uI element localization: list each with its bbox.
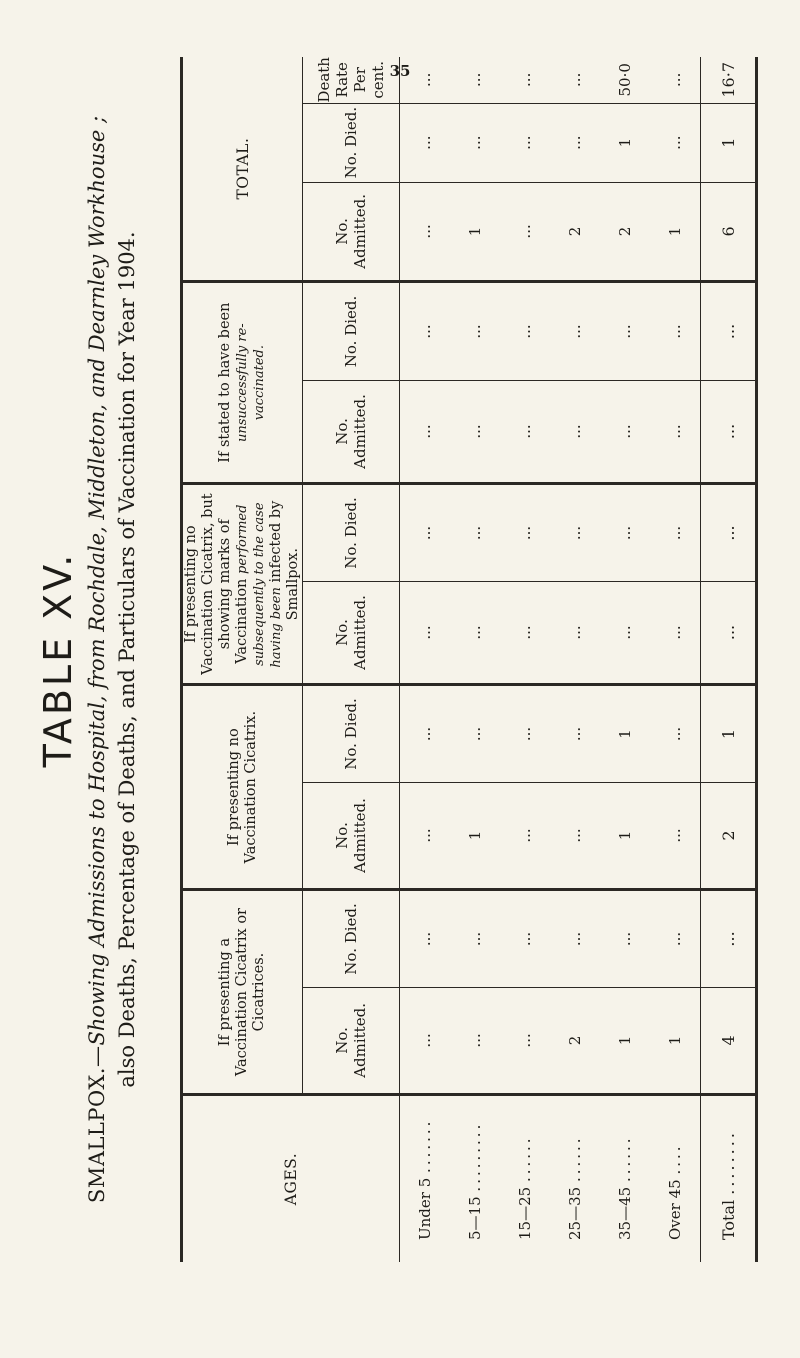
cell-d-died: ... [600,282,650,381]
col-b-admitted: No. Admitted. [303,782,400,889]
cell-t-adm: ... [400,182,451,281]
col-b-died: No. Died. [303,685,400,783]
group-header-revaccinated [182,282,303,484]
table-row [600,57,650,1262]
cell-d-died: ... [701,282,757,381]
cell-a-died: ... [500,890,550,988]
cell-t-adm: ... [500,182,550,281]
table-row [450,57,500,1262]
cell-death-rate: 16·7 [701,57,757,103]
page-number: 35 [389,62,411,80]
table-heading [22,57,172,1262]
cell-d-adm: ... [500,380,550,483]
cell-t-died: 1 [600,103,650,182]
cell-d-adm: ... [600,380,650,483]
col-c-admitted: No. Admitted. [303,581,400,684]
cell-death-rate: ... [450,57,500,103]
cell-t-adm: 2 [550,182,600,281]
total-row [701,57,757,1262]
cell-c-died: ... [701,484,757,582]
cell-a-adm: 1 [650,987,701,1094]
cell-a-died: ... [701,890,757,988]
cell-d-died: ... [550,282,600,381]
age-label: 15—25 [516,1186,534,1240]
leader-dots: ....... [416,1118,434,1173]
cell-t-died: ... [500,103,550,182]
smallpox-table [180,57,758,1262]
cell-a-adm: ... [450,987,500,1094]
cell-d-adm: ... [650,380,701,483]
col-d-admitted: No. Admitted. [303,380,400,483]
group-header-vaccinated-after-infection [182,484,303,685]
leader-dots: ........ [718,1130,738,1195]
cell-a-adm: 4 [701,987,757,1094]
col-a-admitted: No. Admitted. [303,987,400,1094]
cell-a-adm: ... [400,987,451,1094]
group-header-unvaccinated: If presenting no Vaccination Cicatrix. [182,685,303,890]
subtitle-text: Showing Admissions to Hospital, from Rochdale, Middleton, and Dearnley Workhouse ; [85,115,109,1046]
cell-t-died: 1 [701,103,757,182]
cell-death-rate: ... [550,57,600,103]
cell-d-adm: ... [400,380,451,483]
rotated-table-page [22,57,772,1262]
leader-dots: ...... [516,1135,534,1183]
age-cell [701,1095,757,1262]
cell-c-adm: ... [550,581,600,684]
cell-b-died: ... [500,685,550,783]
table-row [550,57,600,1262]
cell-c-died: ... [600,484,650,582]
leader-dots: .... [666,1143,684,1175]
cell-a-adm: 2 [550,987,600,1094]
cell-t-adm: 1 [450,182,500,281]
cell-c-adm: ... [650,581,701,684]
cell-c-adm: ... [450,581,500,684]
age-label: Total [718,1199,738,1240]
cell-b-died: ... [450,685,500,783]
table-row [400,57,451,1262]
cell-a-died: ... [400,890,451,988]
cell-b-adm: ... [500,782,550,889]
cell-d-adm: ... [550,380,600,483]
cell-c-died: ... [400,484,451,582]
age-cell [600,1095,650,1262]
cell-a-died: ... [450,890,500,988]
cell-c-adm: ... [600,581,650,684]
group-c-end: infected by Smallpox. [268,500,301,621]
cell-d-died: ... [500,282,550,381]
cell-b-adm: 1 [600,782,650,889]
cell-b-died: ... [550,685,600,783]
cell-b-adm: 2 [701,782,757,889]
cell-c-adm: ... [400,581,451,684]
col-d-died: No. Died. [303,282,400,381]
table-subtitle-line2: also Deaths, Percentage of Deaths, and Particulars of Vaccination for Year 1904. [115,231,139,1088]
cell-c-died: ... [450,484,500,582]
ages-header: AGES. [182,1095,400,1262]
cell-a-died: ... [650,890,701,988]
cell-d-adm: ... [450,380,500,483]
cell-b-died: ... [400,685,451,783]
cell-t-adm: 1 [650,182,701,281]
leader-dots: ...... [616,1135,634,1183]
col-c-died: No. Died. [303,484,400,582]
cell-b-died: 1 [701,685,757,783]
age-label: Over 45 [666,1179,684,1240]
table-subtitle-line1 [84,57,110,1262]
cell-c-adm: ... [500,581,550,684]
cell-b-died: 1 [600,685,650,783]
cell-t-died: ... [550,103,600,182]
age-label: 35—45 [616,1186,634,1240]
table-row [650,57,701,1262]
cell-death-rate: 50·0 [600,57,650,103]
age-cell [450,1095,500,1262]
cell-a-died: ... [600,890,650,988]
total-header: TOTAL. [182,57,303,282]
age-cell [650,1095,701,1262]
cell-t-died: ... [650,103,701,182]
group-c-plain: If presenting no Vaccination Cicatrix, but showing marks of Vaccination [183,493,250,675]
table-label: TABLE XV. [36,551,80,768]
col-a-died: No. Died. [303,890,400,988]
cell-c-died: ... [550,484,600,582]
age-label: 5—15 [466,1196,484,1240]
cell-death-rate: ... [650,57,701,103]
cell-d-died: ... [650,282,701,381]
age-cell [500,1095,550,1262]
cell-b-adm: ... [550,782,600,889]
cell-a-adm: ... [500,987,550,1094]
leader-dots: ......... [466,1121,484,1192]
col-total-admitted: No. Admitted. [303,182,400,281]
cell-a-died: ... [550,890,600,988]
age-label: 25—35 [566,1186,584,1240]
group-d-plain: If stated to have been [217,302,233,463]
cell-death-rate: ... [400,57,451,103]
cell-b-died: ... [650,685,701,783]
cell-c-adm: ... [701,581,757,684]
cell-death-rate: ... [500,57,550,103]
cell-d-died: ... [450,282,500,381]
cell-b-adm: ... [650,782,701,889]
age-cell [400,1095,451,1262]
cell-c-died: ... [650,484,701,582]
table-row [500,57,550,1262]
leader-dots: ...... [566,1135,584,1183]
age-label: Under 5 [416,1177,434,1240]
cell-b-adm: 1 [450,782,500,889]
cell-t-died: ... [400,103,451,182]
col-total-died: No. Died. [303,103,400,182]
cell-c-died: ... [500,484,550,582]
subtitle-lead: SMALLPOX.— [85,1045,109,1204]
cell-b-adm: ... [400,782,451,889]
cell-t-adm: 2 [600,182,650,281]
group-c-italic: performed subsequently to the case having been [235,502,284,668]
cell-t-died: ... [450,103,500,182]
age-cell [550,1095,600,1262]
col-death-rate: Death Rate Per cent. [303,57,400,103]
cell-d-adm: ... [701,380,757,483]
group-d-italic: unsuccessfully re-vaccinated. [235,323,267,442]
cell-t-adm: 6 [701,182,757,281]
group-header-vaccinated: If presenting a Vaccination Cicatrix or Cicatrices. [182,890,303,1095]
cell-d-died: ... [400,282,451,381]
cell-a-adm: 1 [600,987,650,1094]
